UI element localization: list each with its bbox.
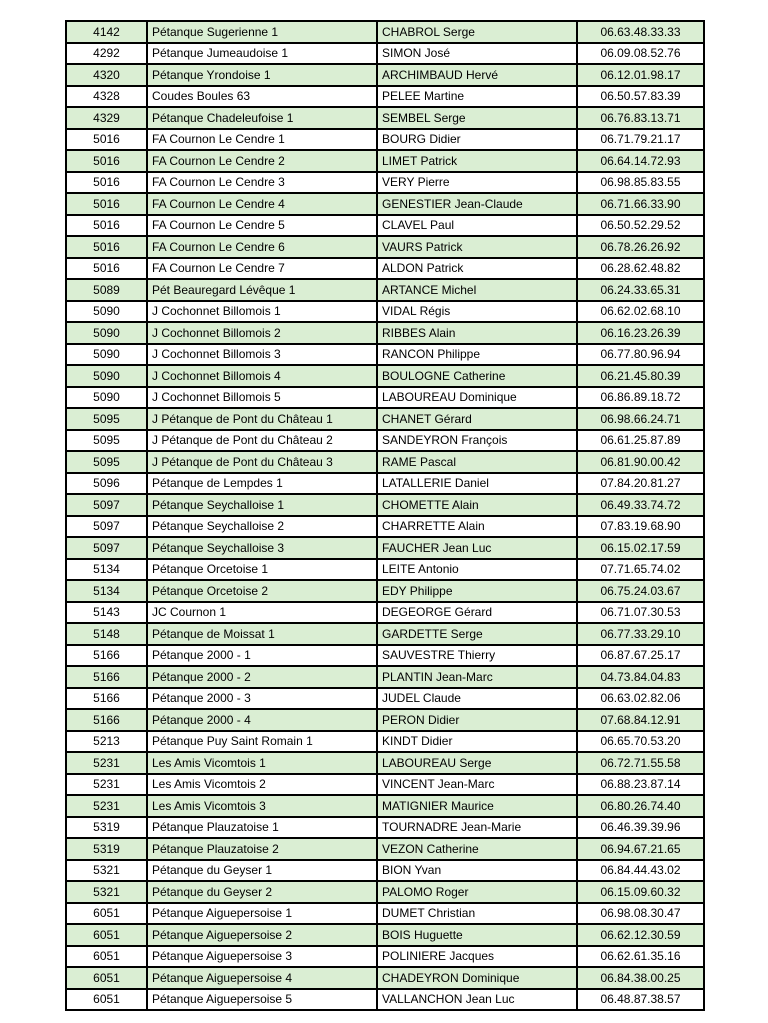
contact-cell: DUMET Christian (377, 903, 577, 925)
table-row (66, 86, 704, 108)
club-id-cell: 5095 (66, 430, 147, 452)
team-cell: Pétanque Chadeleufoise 1 (147, 107, 377, 129)
phone-cell: 06.24.33.65.31 (577, 279, 704, 301)
phone-cell: 06.50.52.29.52 (577, 215, 704, 237)
team-cell: Pétanque Orcetoise 1 (147, 559, 377, 581)
team-cell: J Pétanque de Pont du Château 3 (147, 451, 377, 473)
table-row (66, 731, 704, 753)
club-id-cell: 6051 (66, 989, 147, 1011)
phone-cell: 07.71.65.74.02 (577, 559, 704, 581)
phone-cell: 06.46.39.39.96 (577, 817, 704, 839)
phone-cell: 06.84.38.00.25 (577, 967, 704, 989)
table-row (66, 150, 704, 172)
table-row (66, 494, 704, 516)
contact-cell: VALLANCHON Jean Luc (377, 989, 577, 1011)
contact-cell: VERY Pierre (377, 172, 577, 194)
team-cell: FA Cournon Le Cendre 4 (147, 193, 377, 215)
phone-cell: 06.62.61.35.16 (577, 946, 704, 968)
table-row (66, 537, 704, 559)
team-cell: J Cochonnet Billomois 1 (147, 301, 377, 323)
club-id-cell: 5096 (66, 473, 147, 495)
contact-cell: LABOUREAU Serge (377, 752, 577, 774)
table-row (66, 817, 704, 839)
team-cell: FA Cournon Le Cendre 1 (147, 129, 377, 151)
club-id-cell: 5097 (66, 537, 147, 559)
team-cell: Pétanque Orcetoise 2 (147, 580, 377, 602)
contact-cell: LEITE Antonio (377, 559, 577, 581)
phone-cell: 06.98.66.24.71 (577, 408, 704, 430)
club-id-cell: 5016 (66, 236, 147, 258)
table-row (66, 172, 704, 194)
phone-cell: 06.63.48.33.33 (577, 21, 704, 43)
club-id-cell: 5166 (66, 645, 147, 667)
phone-cell: 06.62.02.68.10 (577, 301, 704, 323)
contact-cell: TOURNADRE Jean-Marie (377, 817, 577, 839)
club-id-cell: 5134 (66, 580, 147, 602)
club-id-cell: 5097 (66, 494, 147, 516)
phone-cell: 06.09.08.52.76 (577, 43, 704, 65)
club-id-cell: 5321 (66, 860, 147, 882)
table-row (66, 236, 704, 258)
table-row (66, 666, 704, 688)
contact-cell: CHANET Gérard (377, 408, 577, 430)
team-cell: Pétanque Sugerienne 1 (147, 21, 377, 43)
table-row (66, 365, 704, 387)
table-row (66, 107, 704, 129)
contact-cell: GARDETTE Serge (377, 623, 577, 645)
phone-cell: 06.71.07.30.53 (577, 602, 704, 624)
club-id-cell: 5016 (66, 172, 147, 194)
table-row (66, 473, 704, 495)
team-cell: Pétanque Puy Saint Romain 1 (147, 731, 377, 753)
contact-cell: SAUVESTRE Thierry (377, 645, 577, 667)
team-cell: Les Amis Vicomtois 3 (147, 795, 377, 817)
contact-cell: DEGEORGE Gérard (377, 602, 577, 624)
team-cell: Pétanque de Moissat 1 (147, 623, 377, 645)
team-cell: J Pétanque de Pont du Château 1 (147, 408, 377, 430)
phone-cell: 06.94.67.21.65 (577, 838, 704, 860)
team-cell: Pétanque Aiguepersoise 4 (147, 967, 377, 989)
team-cell: FA Cournon Le Cendre 5 (147, 215, 377, 237)
contact-cell: RIBBES Alain (377, 322, 577, 344)
phone-cell: 06.65.70.53.20 (577, 731, 704, 753)
club-id-cell: 5097 (66, 516, 147, 538)
table-row (66, 516, 704, 538)
contact-cell: SEMBEL Serge (377, 107, 577, 129)
table-row (66, 924, 704, 946)
contact-cell: PERON Didier (377, 709, 577, 731)
contact-cell: CHABROL Serge (377, 21, 577, 43)
team-cell: Pétanque Plauzatoise 1 (147, 817, 377, 839)
contact-cell: LABOUREAU Dominique (377, 387, 577, 409)
club-id-cell: 5319 (66, 817, 147, 839)
phone-cell: 06.28.62.48.82 (577, 258, 704, 280)
phone-cell: 06.71.66.33.90 (577, 193, 704, 215)
team-cell: FA Cournon Le Cendre 7 (147, 258, 377, 280)
team-cell: Pétanque 2000 - 4 (147, 709, 377, 731)
table-row (66, 344, 704, 366)
table-row (66, 215, 704, 237)
club-id-cell: 5095 (66, 408, 147, 430)
table-row (66, 559, 704, 581)
club-id-cell: 5090 (66, 365, 147, 387)
team-cell: Pét Beauregard Lévêque 1 (147, 279, 377, 301)
contact-cell: VAURS Patrick (377, 236, 577, 258)
phone-cell: 07.68.84.12.91 (577, 709, 704, 731)
club-id-cell: 5143 (66, 602, 147, 624)
contact-cell: PLANTIN Jean-Marc (377, 666, 577, 688)
contact-cell: BOIS Huguette (377, 924, 577, 946)
phone-cell: 06.49.33.74.72 (577, 494, 704, 516)
table-row (66, 430, 704, 452)
team-cell: Pétanque Yrondoise 1 (147, 64, 377, 86)
contact-cell: BOURG Didier (377, 129, 577, 151)
club-id-cell: 4329 (66, 107, 147, 129)
club-id-cell: 5231 (66, 752, 147, 774)
table-row (66, 451, 704, 473)
phone-cell: 07.84.20.81.27 (577, 473, 704, 495)
team-cell: Coudes Boules 63 (147, 86, 377, 108)
contact-cell: VIDAL Régis (377, 301, 577, 323)
team-cell: FA Cournon Le Cendre 2 (147, 150, 377, 172)
contact-cell: LIMET Patrick (377, 150, 577, 172)
teams-table-body (66, 21, 704, 1010)
team-cell: Pétanque de Lempdes 1 (147, 473, 377, 495)
table-row (66, 795, 704, 817)
phone-cell: 06.21.45.80.39 (577, 365, 704, 387)
phone-cell: 04.73.84.04.83 (577, 666, 704, 688)
phone-cell: 06.80.26.74.40 (577, 795, 704, 817)
club-id-cell: 5231 (66, 774, 147, 796)
table-row (66, 580, 704, 602)
contact-cell: ALDON Patrick (377, 258, 577, 280)
contact-cell: KINDT Didier (377, 731, 577, 753)
contact-cell: BION Yvan (377, 860, 577, 882)
table-row (66, 752, 704, 774)
contact-cell: PALOMO Roger (377, 881, 577, 903)
club-id-cell: 4292 (66, 43, 147, 65)
table-row (66, 193, 704, 215)
club-id-cell: 5016 (66, 193, 147, 215)
phone-cell: 06.64.14.72.93 (577, 150, 704, 172)
contact-cell: RANCON Philippe (377, 344, 577, 366)
table-row (66, 64, 704, 86)
phone-cell: 06.15.02.17.59 (577, 537, 704, 559)
table-row (66, 258, 704, 280)
phone-cell: 06.16.23.26.39 (577, 322, 704, 344)
team-cell: Pétanque 2000 - 1 (147, 645, 377, 667)
contact-cell: FAUCHER Jean Luc (377, 537, 577, 559)
club-id-cell: 5016 (66, 150, 147, 172)
table-row (66, 881, 704, 903)
team-cell: Pétanque Aiguepersoise 2 (147, 924, 377, 946)
club-id-cell: 4320 (66, 64, 147, 86)
phone-cell: 06.81.90.00.42 (577, 451, 704, 473)
team-cell: Pétanque Seychalloise 2 (147, 516, 377, 538)
phone-cell: 06.71.79.21.17 (577, 129, 704, 151)
phone-cell: 06.63.02.82.06 (577, 688, 704, 710)
phone-cell: 06.88.23.87.14 (577, 774, 704, 796)
club-id-cell: 4142 (66, 21, 147, 43)
table-row (66, 387, 704, 409)
team-cell: Pétanque Aiguepersoise 5 (147, 989, 377, 1011)
club-id-cell: 5089 (66, 279, 147, 301)
contact-cell: POLINIERE Jacques (377, 946, 577, 968)
table-row (66, 43, 704, 65)
club-id-cell: 6051 (66, 967, 147, 989)
phone-cell: 06.98.85.83.55 (577, 172, 704, 194)
table-row (66, 129, 704, 151)
team-cell: FA Cournon Le Cendre 3 (147, 172, 377, 194)
table-row (66, 967, 704, 989)
table-row (66, 322, 704, 344)
contact-cell: SIMON José (377, 43, 577, 65)
table-row (66, 602, 704, 624)
team-cell: Pétanque Plauzatoise 2 (147, 838, 377, 860)
team-cell: FA Cournon Le Cendre 6 (147, 236, 377, 258)
phone-cell: 06.48.87.38.57 (577, 989, 704, 1011)
club-id-cell: 6051 (66, 903, 147, 925)
contact-cell: EDY Philippe (377, 580, 577, 602)
contact-cell: ARCHIMBAUD Hervé (377, 64, 577, 86)
table-row (66, 774, 704, 796)
club-id-cell: 5166 (66, 688, 147, 710)
contact-cell: VEZON Catherine (377, 838, 577, 860)
table-row (66, 623, 704, 645)
team-cell: Pétanque du Geyser 2 (147, 881, 377, 903)
club-id-cell: 5090 (66, 301, 147, 323)
table-row (66, 989, 704, 1011)
club-id-cell: 5016 (66, 215, 147, 237)
team-cell: Pétanque Aiguepersoise 1 (147, 903, 377, 925)
table-row (66, 645, 704, 667)
team-cell: JC Cournon 1 (147, 602, 377, 624)
table-row (66, 408, 704, 430)
team-cell: J Pétanque de Pont du Château 2 (147, 430, 377, 452)
team-cell: Pétanque Seychalloise 3 (147, 537, 377, 559)
team-cell: Pétanque 2000 - 2 (147, 666, 377, 688)
club-id-cell: 5016 (66, 129, 147, 151)
phone-cell: 06.86.89.18.72 (577, 387, 704, 409)
phone-cell: 06.61.25.87.89 (577, 430, 704, 452)
phone-cell: 06.78.26.26.92 (577, 236, 704, 258)
phone-cell: 06.87.67.25.17 (577, 645, 704, 667)
contact-cell: BOULOGNE Catherine (377, 365, 577, 387)
club-id-cell: 5090 (66, 387, 147, 409)
contact-cell: CHADEYRON Dominique (377, 967, 577, 989)
club-id-cell: 6051 (66, 924, 147, 946)
club-id-cell: 4328 (66, 86, 147, 108)
phone-cell: 06.12.01.98.17 (577, 64, 704, 86)
contact-cell: ARTANCE Michel (377, 279, 577, 301)
club-id-cell: 5231 (66, 795, 147, 817)
phone-cell: 06.72.71.55.58 (577, 752, 704, 774)
table-row (66, 21, 704, 43)
contact-cell: RAME Pascal (377, 451, 577, 473)
teams-table (65, 20, 705, 1011)
phone-cell: 06.62.12.30.59 (577, 924, 704, 946)
contact-cell: LATALLERIE Daniel (377, 473, 577, 495)
club-id-cell: 5090 (66, 322, 147, 344)
team-cell: J Cochonnet Billomois 2 (147, 322, 377, 344)
table-row (66, 279, 704, 301)
contact-cell: CLAVEL Paul (377, 215, 577, 237)
table-row (66, 838, 704, 860)
team-cell: Pétanque du Geyser 1 (147, 860, 377, 882)
club-id-cell: 5016 (66, 258, 147, 280)
contact-cell: JUDEL Claude (377, 688, 577, 710)
contact-cell: PELEE Martine (377, 86, 577, 108)
club-id-cell: 6051 (66, 946, 147, 968)
phone-cell: 06.15.09.60.32 (577, 881, 704, 903)
team-cell: Pétanque Jumeaudoise 1 (147, 43, 377, 65)
club-id-cell: 5213 (66, 731, 147, 753)
club-id-cell: 5166 (66, 709, 147, 731)
club-id-cell: 5090 (66, 344, 147, 366)
club-id-cell: 5134 (66, 559, 147, 581)
phone-cell: 06.76.83.13.71 (577, 107, 704, 129)
table-row (66, 860, 704, 882)
club-id-cell: 5148 (66, 623, 147, 645)
team-cell: Pétanque Seychalloise 1 (147, 494, 377, 516)
club-id-cell: 5321 (66, 881, 147, 903)
phone-cell: 06.98.08.30.47 (577, 903, 704, 925)
phone-cell: 07.83.19.68.90 (577, 516, 704, 538)
club-id-cell: 5319 (66, 838, 147, 860)
team-cell: Pétanque 2000 - 3 (147, 688, 377, 710)
contact-cell: CHARRETTE Alain (377, 516, 577, 538)
team-cell: J Cochonnet Billomois 5 (147, 387, 377, 409)
table-row (66, 301, 704, 323)
table-row (66, 946, 704, 968)
phone-cell: 06.75.24.03.67 (577, 580, 704, 602)
team-cell: Pétanque Aiguepersoise 3 (147, 946, 377, 968)
team-cell: J Cochonnet Billomois 3 (147, 344, 377, 366)
contact-cell: GENESTIER Jean-Claude (377, 193, 577, 215)
phone-cell: 06.77.80.96.94 (577, 344, 704, 366)
phone-cell: 06.50.57.83.39 (577, 86, 704, 108)
contact-cell: VINCENT Jean-Marc (377, 774, 577, 796)
contact-cell: CHOMETTE Alain (377, 494, 577, 516)
table-row (66, 903, 704, 925)
table-row (66, 709, 704, 731)
contact-cell: MATIGNIER Maurice (377, 795, 577, 817)
phone-cell: 06.84.44.43.02 (577, 860, 704, 882)
club-id-cell: 5166 (66, 666, 147, 688)
contact-cell: SANDEYRON François (377, 430, 577, 452)
club-id-cell: 5095 (66, 451, 147, 473)
team-cell: J Cochonnet Billomois 4 (147, 365, 377, 387)
team-cell: Les Amis Vicomtois 1 (147, 752, 377, 774)
team-cell: Les Amis Vicomtois 2 (147, 774, 377, 796)
phone-cell: 06.77.33.29.10 (577, 623, 704, 645)
table-row (66, 688, 704, 710)
